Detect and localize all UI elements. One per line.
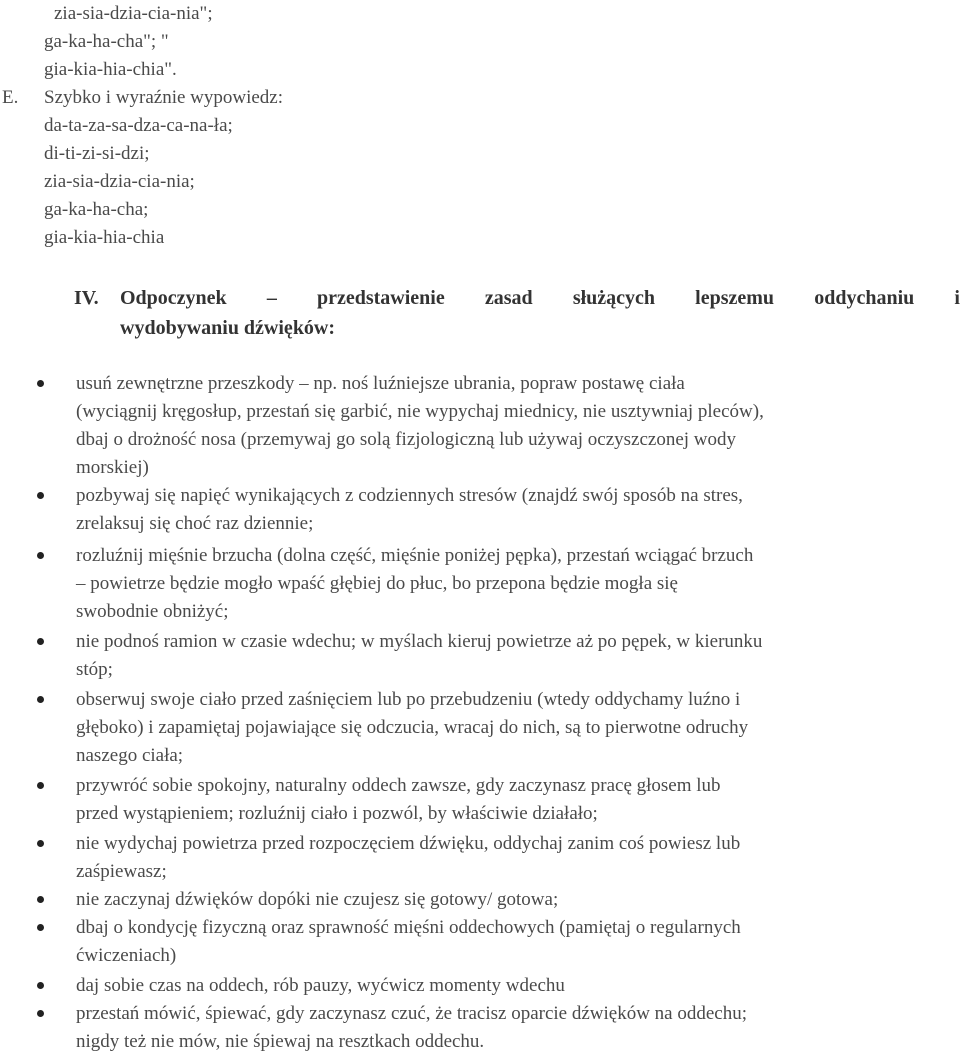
bullet-icon: [37, 380, 44, 387]
list-item-line: stóp;: [76, 659, 113, 680]
list-item-line: ćwiczeniach): [76, 945, 177, 966]
list-item-line: usuń zewnętrzne przeszkody – np. noś luźniejsze ubrania, popraw postawę ciała: [76, 373, 685, 394]
section-title-word: lepszemu: [695, 287, 775, 309]
list-item-line: (wyciągnij kręgosłup, przestań się garbić, nie wypychaj miednicy, nie usztywniaj pleców),: [76, 401, 764, 422]
section-title-word: Odpoczynek: [120, 287, 227, 309]
bullet-icon: [37, 638, 44, 645]
list-item-line: nie podnoś ramion w czasie wdechu; w myślach kieruj powietrze aż po pępek, w kierunku: [76, 631, 763, 652]
exercise-line: zia-sia-dzia-cia-nia";: [54, 3, 213, 24]
list-item-line: nie zaczynaj dźwięków dopóki nie czujesz się gotowy/ gotowa;: [76, 889, 559, 910]
exercise-line: da-ta-za-sa-dza-ca-na-ła;: [44, 115, 233, 136]
section-title-word: –: [266, 287, 277, 309]
list-item-line: obserwuj swoje ciało przed zaśnięciem lub po przebudzeniu (wtedy oddychamy luźno i: [76, 689, 741, 710]
section-title-line1: [120, 283, 960, 313]
exercise-line: di-ti-zi-si-dzi;: [44, 143, 150, 164]
section-title-word: i: [954, 287, 960, 309]
bullet-icon: [37, 840, 44, 847]
list-item-line: pozbywaj się napięć wynikających z codziennych stresów (znajdź swój sposób na stres,: [76, 485, 743, 506]
exercise-line: zia-sia-dzia-cia-nia;: [44, 171, 195, 192]
list-item-line: swobodnie obniżyć;: [76, 601, 229, 622]
bullet-icon: [37, 782, 44, 789]
list-item-line: naszego ciała;: [76, 745, 184, 766]
list-item-line: dbaj o kondycję fizyczną oraz sprawność mięśni oddechowych (pamiętaj o regularnych: [76, 917, 741, 938]
bullet-icon: [37, 982, 44, 989]
list-item-line: nigdy też nie mów, nie śpiewaj na resztkach oddechu.: [76, 1031, 485, 1052]
list-marker-e: E.: [2, 87, 19, 108]
bullet-icon: [37, 492, 44, 499]
bullet-icon: [37, 896, 44, 903]
exercise-line: gia-kia-hia-chia: [44, 227, 165, 248]
bullet-icon: [37, 924, 44, 931]
list-item-line: przywróć sobie spokojny, naturalny oddech zawsze, gdy zaczynasz pracę głosem lub: [76, 775, 721, 796]
section-title-word: zasad: [484, 287, 533, 309]
list-item-line: – powietrze będzie mogło wpaść głębiej do płuc, bo przepona będzie mogła się: [76, 573, 678, 594]
list-item-line: morskiej): [76, 457, 149, 478]
section-number: IV.: [74, 287, 99, 309]
list-item-line: głęboko) i zapamiętaj pojawiające się odczucia, wracaj do nich, są to pierwotne odruchy: [76, 717, 749, 738]
bullet-icon: [37, 552, 44, 559]
exercise-title: Szybko i wyraźnie wypowiedz:: [44, 87, 284, 108]
section-title-word: służących: [572, 287, 656, 309]
bullet-icon: [37, 696, 44, 703]
section-title-word: przedstawienie: [316, 287, 445, 309]
exercise-line: ga-ka-ha-cha;: [44, 199, 149, 220]
list-item-line: przed wystąpieniem; rozluźnij ciało i pozwól, by właściwie działało;: [76, 803, 598, 824]
list-item-line: przestań mówić, śpiewać, gdy zaczynasz czuć, że tracisz oparcie dźwięków na oddechu;: [76, 1003, 748, 1024]
list-item-line: nie wydychaj powietrza przed rozpoczęciem dźwięku, oddychaj zanim coś powiesz lub: [76, 833, 741, 854]
list-item-line: daj sobie czas na oddech, rób pauzy, wyćwicz momenty wdechu: [76, 975, 565, 996]
exercise-line: gia-kia-hia-chia".: [44, 59, 177, 80]
list-item-line: zaśpiewasz;: [76, 861, 167, 882]
section-title-line2: wydobywaniu dźwięków:: [120, 317, 336, 339]
exercise-line: ga-ka-ha-cha"; ": [44, 31, 169, 52]
list-item-line: zrelaksuj się choć raz dziennie;: [76, 513, 314, 534]
bullet-icon: [37, 1010, 44, 1017]
list-item-line: rozluźnij mięśnie brzucha (dolna część, mięśnie poniżej pępka), przestań wciągać brzuch: [76, 545, 754, 566]
list-item-line: dbaj o drożność nosa (przemywaj go solą fizjologiczną lub używaj oczyszczonej wody: [76, 429, 737, 450]
section-title-word: oddychaniu: [814, 287, 915, 309]
